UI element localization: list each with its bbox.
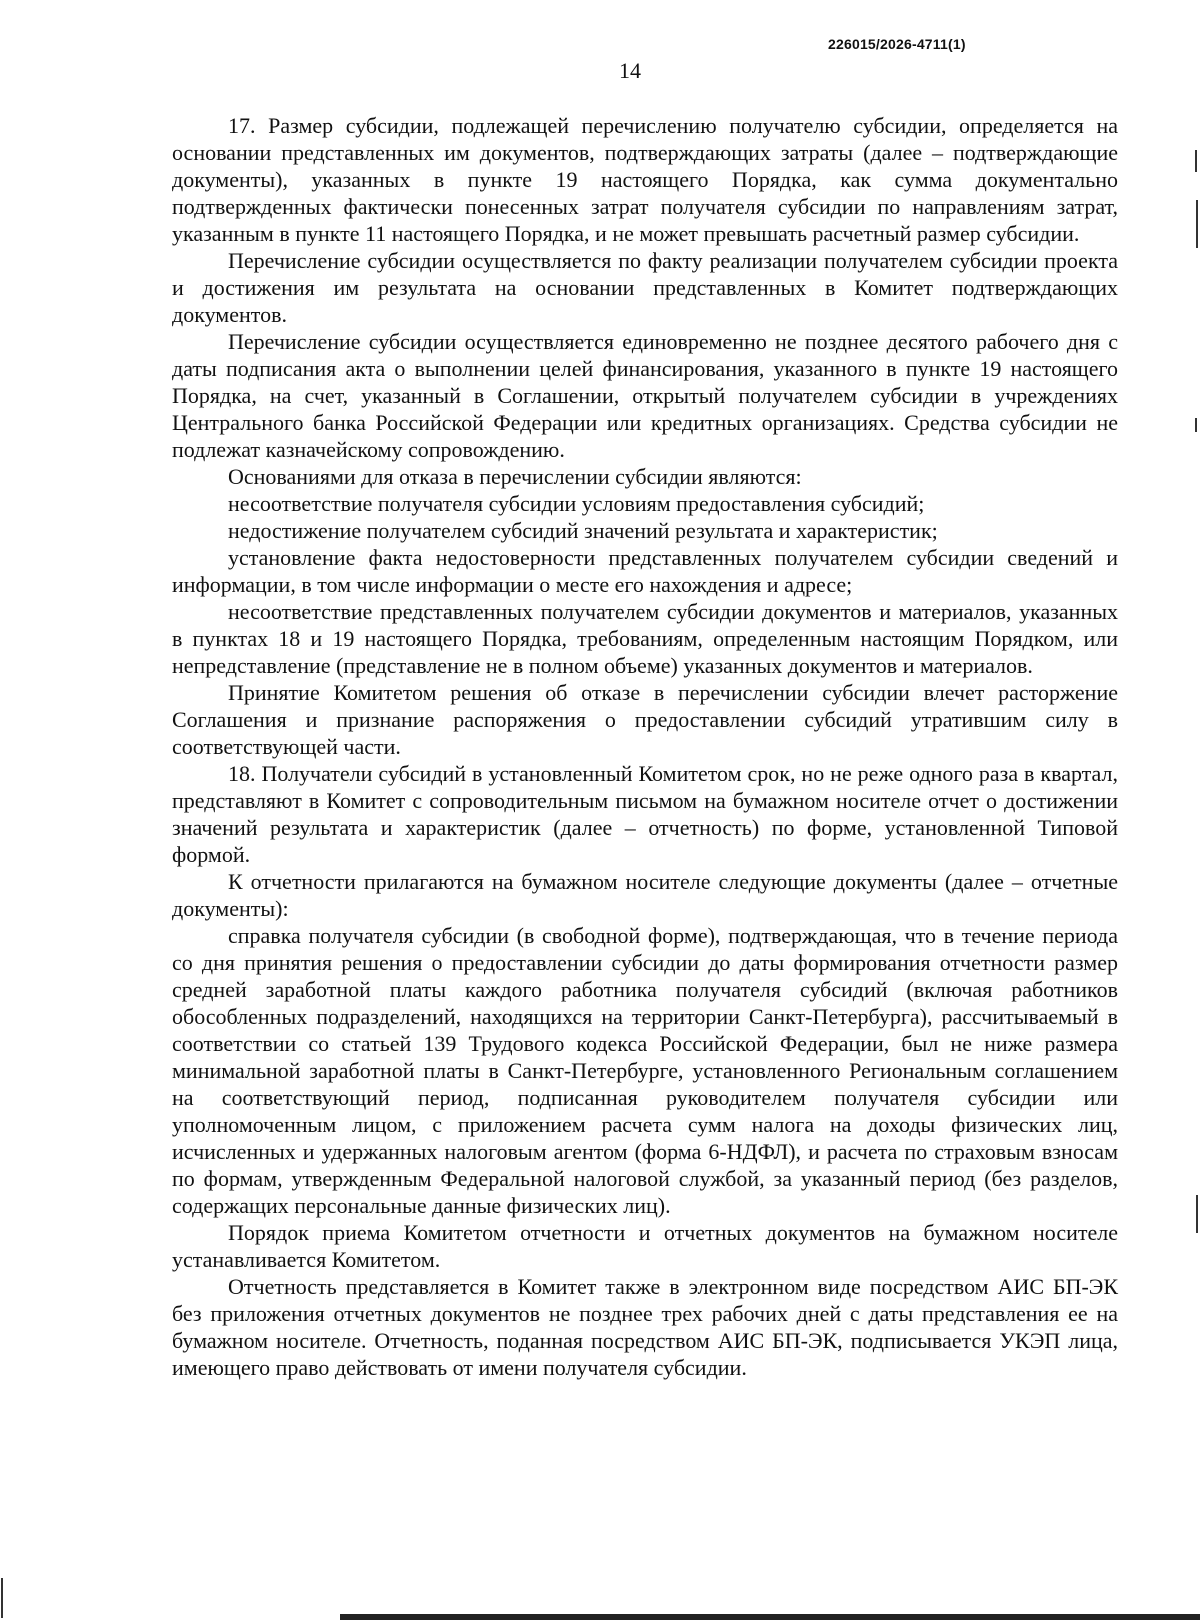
paragraph-refusal-grounds-intro: Основаниями для отказа в перечислении субсидии являются: <box>228 464 802 489</box>
scan-bottom-edge <box>340 1614 1200 1620</box>
list-item-refusal-ground: недостижение получателем субсидий значений результата и характеристик; <box>228 518 938 543</box>
scan-edge-mark <box>1196 1195 1198 1233</box>
scan-edge-mark <box>1195 418 1197 432</box>
paragraph-report-attachments-intro: К отчетности прилагаются на бумажном носителе следующие документы (далее – отчетные документы): <box>172 869 1118 921</box>
list-item-refusal-ground: несоответствие представленных получателем субсидии документов и материалов, указанных в пунктах 18 и 19 настоящего Порядка, требованиям, определенным настоящим Порядком, или непредставление (представление не в полном объеме) указанных документов и материалов. <box>172 599 1118 678</box>
list-item-refusal-ground: несоответствие получателя субсидии условиям предоставления субсидий; <box>228 491 925 516</box>
paragraph-salary-certificate: справка получателя субсидии (в свободной форме), подтверждающая, что в течение периода со дня принятия решения о предоставлении субсидии до даты формирования отчетности размер средней заработной платы каждого работника получателя субсидий (включая работников обособленных подразделений, находящихся на территории Санкт-Петербурга), рассчитываемый в соответствии со статьей 139 Трудового кодекса Российской Федерации, был не ниже размера минимальной заработной платы в Санкт-Петербурге, установленного Региональным соглашением на соответствующий период, подписанная руководителем получателя субсидии или уполномоченным лицом, с приложением расчета сумм налога на доходы физических лиц, исчисленных и удержанных налоговым агентом (форма 6-НДФЛ), и расчета по страховым взносам по формам, утвержденным Федеральной налоговой службой, за указанный период (без разделов, содержащих персональные данные физических лиц). <box>172 923 1118 1218</box>
list-item-refusal-ground: установление факта недостоверности представленных получателем субсидии сведений и информации, в том числе информации о месте его нахождения и адресе; <box>172 545 1118 597</box>
scan-edge-mark <box>1195 150 1197 172</box>
paragraph-17-subsidy-size: 17. Размер субсидии, подлежащей перечислению получателю субсидии, определяется на основании представленных им документов, подтверждающих затраты (далее – подтверждающие документы), указанных в пункте 19 настоящего Порядка, как сумма документально подтвержденных фактически понесенных затрат получателя субсидии по направлениям затрат, указанным в пункте 11 настоящего Порядка, и не может превышать расчетный размер субсидии. <box>172 113 1118 246</box>
paragraph-electronic-reporting: Отчетность представляется в Комитет также в электронном виде посредством АИС БП-ЭК без приложения отчетных документов не позднее трех рабочих дней с даты представления ее на бумажном носителе. Отчетность, поданная посредством АИС БП-ЭК, подписывается УКЭП лица, имеющего право действовать от имени получателя субсидии. <box>172 1274 1118 1380</box>
document-body <box>172 112 1118 1381</box>
scan-edge-mark <box>1196 200 1198 248</box>
paragraph-refusal-consequence: Принятие Комитетом решения об отказе в перечислении субсидии влечет расторжение Соглашения и признание распоряжения о предоставлении субсидий утратившим силу в соответствующей части. <box>172 680 1118 759</box>
paragraph-transfer-basis: Перечисление субсидии осуществляется по факту реализации получателем субсидии проекта и достижения им результата на основании представленных в Комитет подтверждающих документов. <box>172 248 1118 327</box>
page-number: 14 <box>619 58 641 83</box>
paragraph-18-reporting: 18. Получатели субсидий в установленный Комитетом срок, но не реже одного раза в квартал, представляют в Комитет с сопроводительным письмом на бумажном носителе отчет о достижении значений результата и характеристик (далее – отчетность) по форме, установленной Типовой формой. <box>172 761 1118 867</box>
scan-edge-mark <box>1 1578 3 1618</box>
paragraph-acceptance-procedure: Порядок приема Комитетом отчетности и отчетных документов на бумажном носителе устанавливается Комитетом. <box>172 1220 1118 1272</box>
paragraph-transfer-terms: Перечисление субсидии осуществляется единовременно не позднее десятого рабочего дня с даты подписания акта о выполнении целей финансирования, указанного в пункте 19 настоящего Порядка, на счет, указанный в Соглашении, открытый получателем субсидии в учреждениях Центрального банка Российской Федерации или кредитных организациях. Средства субсидии не подлежат казначейскому сопровождению. <box>172 329 1118 462</box>
document-registration-number: 226015/2026-4711(1) <box>828 36 966 52</box>
